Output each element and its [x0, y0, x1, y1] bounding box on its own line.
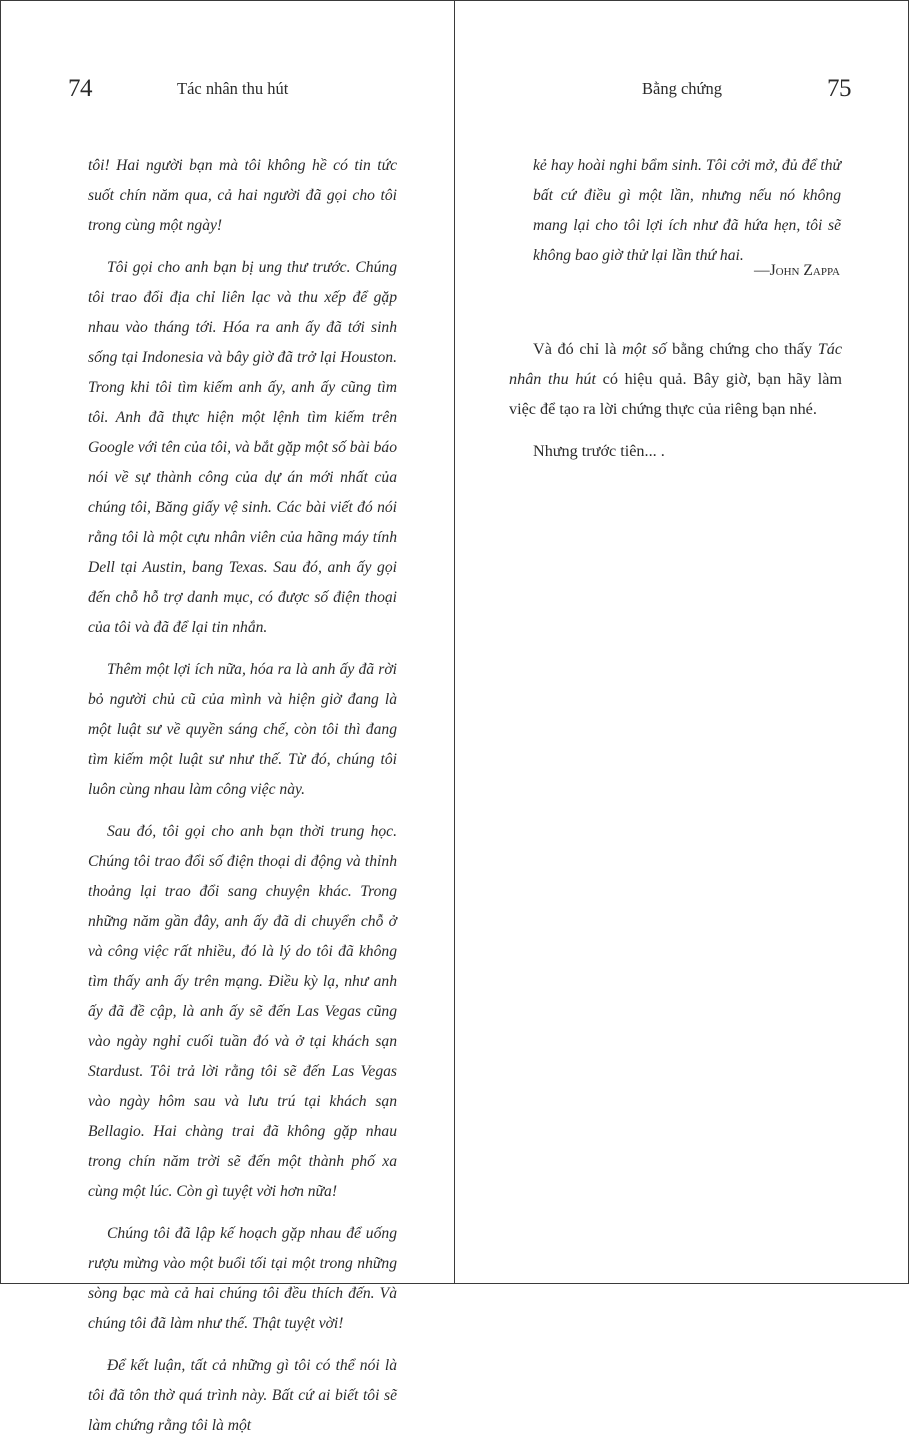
paragraph [509, 334, 842, 424]
paragraph: Chúng tôi đã lập kế hoạch gặp nhau để uống rượu mừng vào một buổi tối tại một trong những sòng bạc mà cả hai chúng tôi đều thích đến. Và chúng tôi đã làm như thế. Thật tuyệt vời! [88, 1225, 397, 1332]
paragraph: Tôi gọi cho anh bạn bị ung thư trước. Chúng tôi trao đổi địa chỉ liên lạc và thu xếp để gặp nhau vào tháng tới. Hóa ra anh ấy đã tới sinh sống tại Indonesia và bây giờ đã trở lại Houston. Trong khi tôi tìm kiếm anh ấy, anh ấy cũng tìm tôi. Anh đã thực hiện một lệnh tìm kiếm trên Google với tên của tôi, và bắt gặp một số bài báo nói về sự thành công của dự án mới nhất của chúng tôi, Băng giấy vệ sinh. Các bài viết đó nói rằng tôi là một cựu nhân viên của hãng máy tính Dell tại Austin, bang Texas. Sau đó, anh ấy gọi đến chỗ hỗ trợ danh mục, có được số điện thoại của tôi và đã để lại tin nhắn. [88, 259, 397, 636]
paragraph: Sau đó, tôi gọi cho anh bạn thời trung học. Chúng tôi trao đổi số điện thoại di động và thỉnh thoảng lại trao đổi sang chuyện khác. Trong những năm gần đây, anh ấy đã di chuyển chỗ ở và công việc rất nhiều, đó là lý do tôi đã không tìm thấy anh ấy trên mạng. Điều kỳ lạ, như anh ấy đã đề cập, là anh ấy sẽ đến Las Vegas cũng vào ngày nghỉ cuối tuần đó và ở tại khách sạn Stardust. Tôi trả lời rằng tôi sẽ đến Las Vegas vào ngày hôm sau và lưu trú tại khách sạn Bellagio. Hai chàng trai đã không gặp nhau trong chín năm trời sẽ đến một thành phố xa cùng một lúc. Còn gì tuyệt vời hơn nữa! [88, 823, 397, 1200]
paragraph: kẻ hay hoài nghi bẩm sinh. Tôi cởi mở, đủ để thử bất cứ điều gì một lần, nhưng nếu nó không mang lại cho tôi lợi ích như đã hứa hẹn, tôi sẽ không bao giờ thử lại lần thứ hai. [533, 157, 841, 264]
page-number: 74 [68, 75, 92, 102]
body-text [88, 151, 397, 1453]
quote-attribution: —John Zappa [753, 262, 840, 279]
text-run: Và đó chỉ là [533, 340, 623, 358]
page-number: 75 [827, 75, 851, 102]
paragraph: Thêm một lợi ích nữa, hóa ra là anh ấy đã rời bỏ người chủ cũ của mình và hiện giờ đang là một luật sư về quyền sáng chế, còn tôi thì đang tìm kiếm một luật sư như thế. Từ đó, chúng tôi luôn cùng nhau làm công việc này. [88, 661, 397, 798]
paragraph: Để kết luận, tất cả những gì tôi có thể nói là tôi đã tôn thờ quá trình này. Bất cứ ai biết tôi sẽ làm chứng rằng tôi là một [88, 1357, 397, 1434]
text-run: có hiệu quả. Bây giờ, bạn hãy làm việc để tạo ra lời chứng thực của riêng bạn nhé. [509, 370, 843, 418]
running-head: Tác nhân thu hút [177, 79, 289, 98]
emphasis: một số [622, 340, 667, 358]
left-page [0, 0, 455, 1434]
testimonial-quote [533, 151, 841, 271]
body-text [509, 334, 842, 478]
running-head: Bằng chứng [642, 79, 722, 98]
text-run: bằng chứng cho thấy [666, 340, 818, 358]
paragraph: tôi! Hai người bạn mà tôi không hề có tin tức suốt chín năm qua, cả hai người đã gọi cho tôi trong cùng một ngày! [88, 157, 397, 234]
book-title: Tác nhân thu hút [509, 340, 842, 388]
paragraph: Nhưng trước tiên... . [533, 442, 665, 460]
right-page [454, 0, 909, 1284]
